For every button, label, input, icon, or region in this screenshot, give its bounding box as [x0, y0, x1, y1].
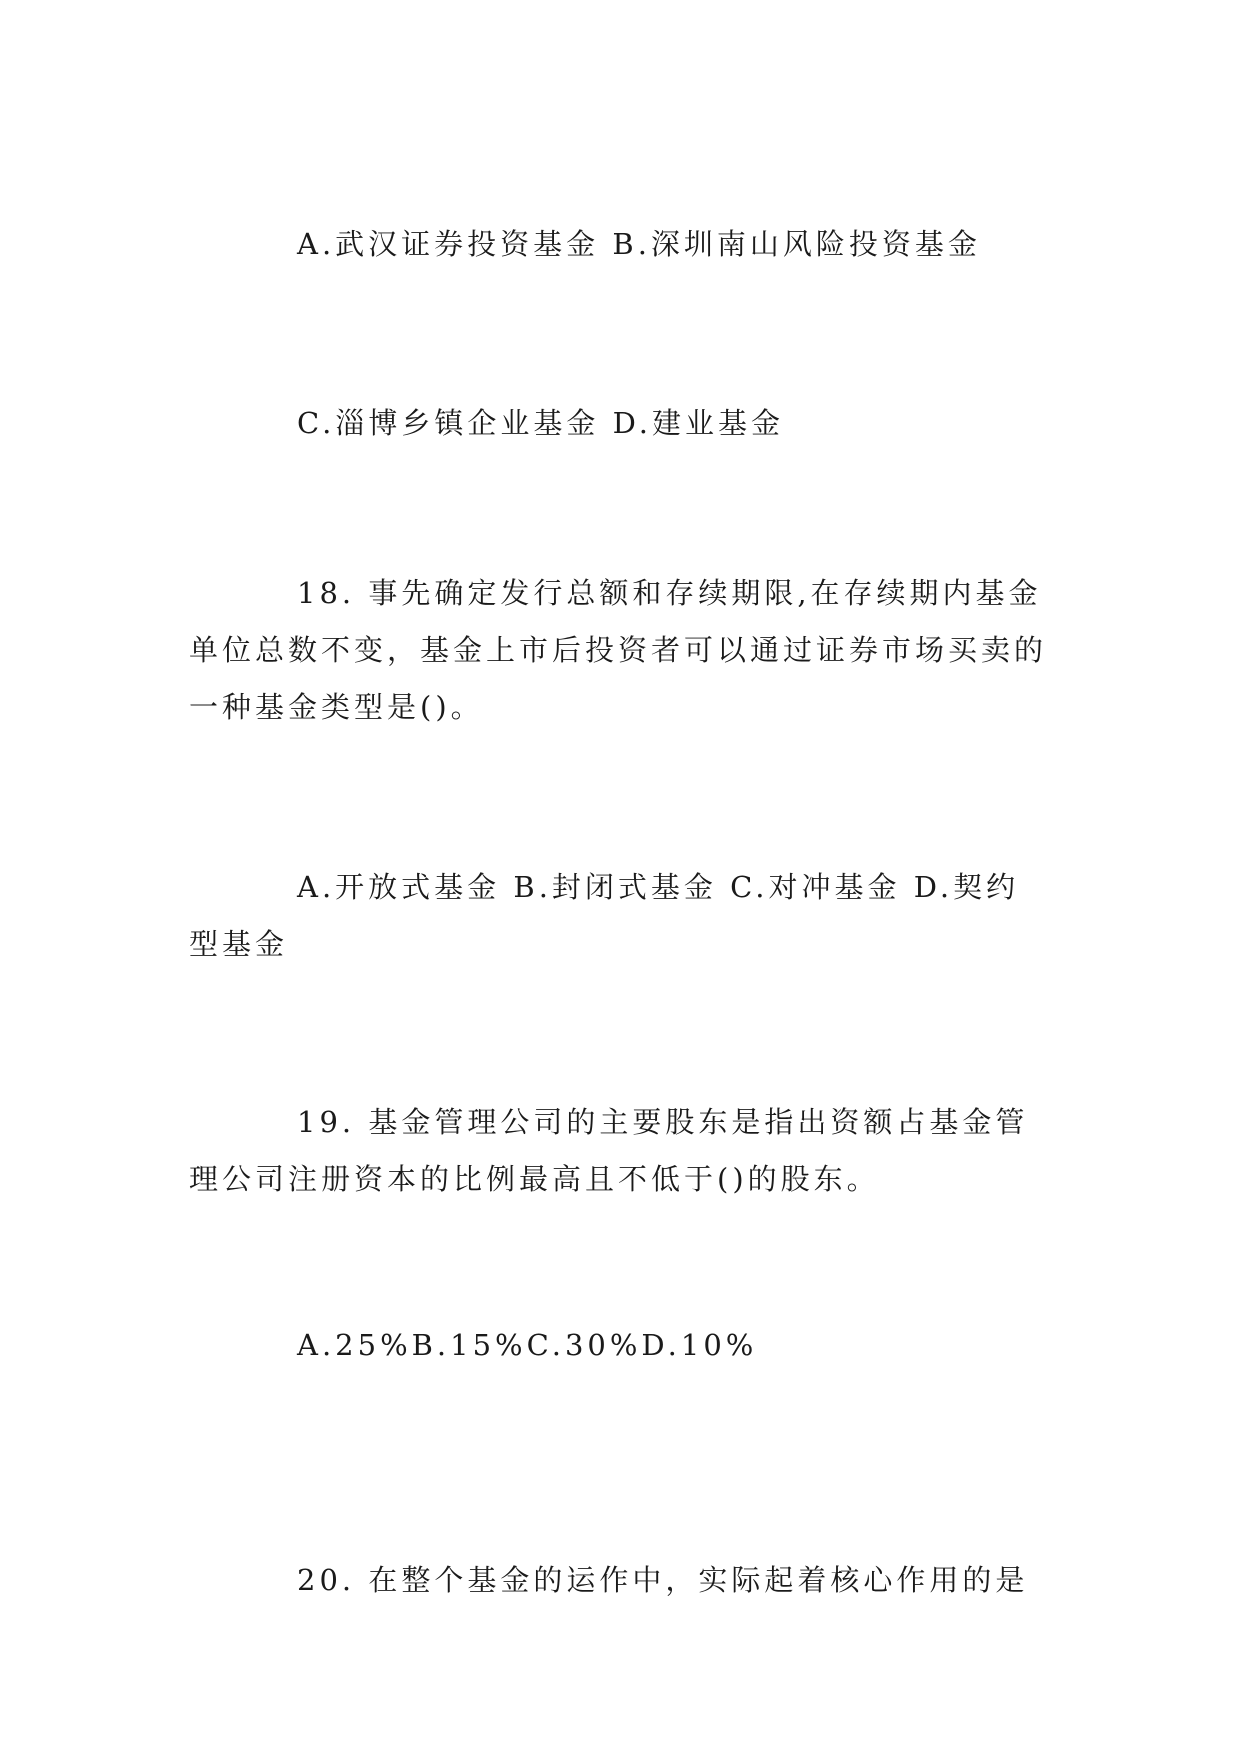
question-17-options-ab: A.武汉证券投资基金 B.深圳南山风险投资基金	[297, 227, 981, 261]
question-19-options: A.25%B.15%C.30%D.10%	[297, 1328, 758, 1362]
question-17-options-cd: C.淄博乡镇企业基金 D.建业基金	[297, 406, 785, 440]
question-18-text: 18. 事先确定发行总额和存续期限,在存续期内基金单位总数不变，基金上市后投资者可以通过证券市场买卖的一种基金类型是()。	[189, 576, 1048, 724]
question-20-text: 20. 在整个基金的运作中，实际起着核心作用的是	[297, 1563, 1029, 1597]
question-18-options: A.开放式基金 B.封闭式基金 C.对冲基金 D.契约型基金	[189, 870, 1020, 961]
question-19-text: 19. 基金管理公司的主要股东是指出资额占基金管理公司注册资本的比例最高且不低于()的股东。	[189, 1105, 1029, 1196]
